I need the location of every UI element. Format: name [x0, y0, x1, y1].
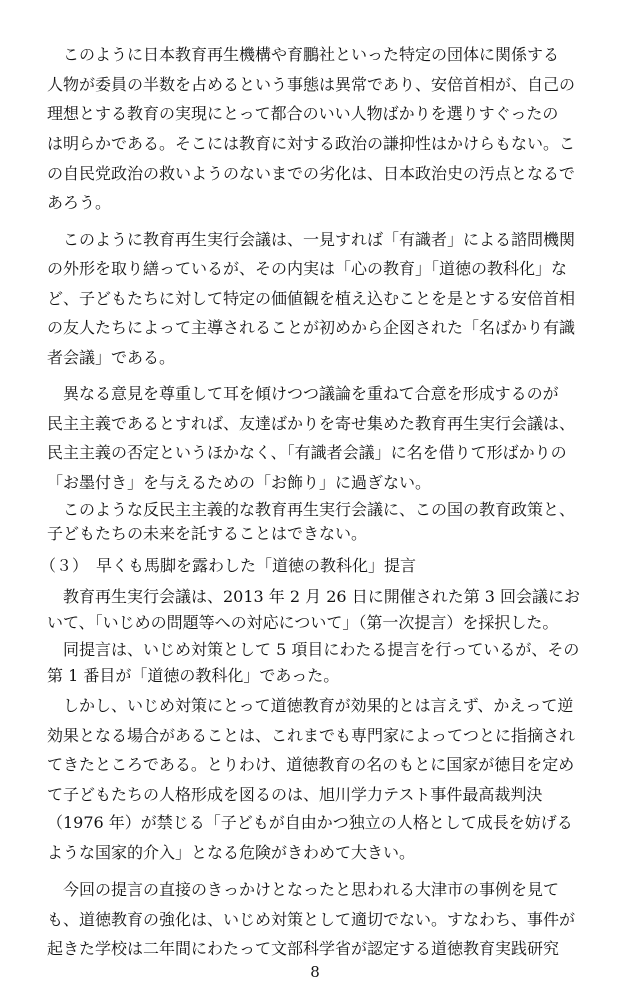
- body-text-line: 教育再生実行会議は、2013 年 2 月 26 日に開催された第 3 回会議にお: [47, 587, 581, 606]
- body-text-line: も、道徳教育の強化は、いじめ対策として適切でない。すなわち、事件が: [47, 910, 576, 929]
- body-text-line: このように日本教育再生機構や育鵬社といった特定の団体に関係する: [47, 45, 560, 64]
- section-heading: （３） 早くも馬脚を露わした「道徳の教科化」提言: [40, 556, 417, 575]
- body-text-line: このような反民主主義的な教育再生実行会議に、この国の教育政策と、: [47, 500, 576, 519]
- body-text-line: 子どもたちの未来を託することはできない。: [47, 524, 368, 543]
- body-text-line: このように教育再生実行会議は、一見すれば「有識者」による諮問機関: [47, 230, 576, 249]
- body-text-line: いて、「いじめの問題等への対応について」（第一次提言）を採択した。: [47, 613, 559, 632]
- body-text-line: 「お墨付き」を与えるための「お飾り」に過ぎない。: [47, 473, 432, 492]
- body-text-line: 理想とする教育の実現にとって都合のいい人物ばかりを選りすぐったの: [47, 104, 559, 123]
- body-text-line: 者会議」である。: [47, 348, 176, 367]
- body-text-line: 人物が委員の半数を占めるという事態は異常であり、安倍首相が、自己の: [47, 75, 576, 94]
- page-number: 8: [310, 963, 320, 981]
- body-text-line: ような国家的介入」となる危険がきわめて大きい。: [47, 843, 416, 862]
- body-text-line: しかし、いじめ対策にとって道徳教育が効果的とは言えず、かえって逆: [47, 696, 574, 715]
- body-text-line: 今回の提言の直接のきっかけとなったと思われる大津市の事例を見て: [47, 880, 560, 899]
- body-text-line: ど、子どもたちに対して特定の価値観を植え込むことを是とする安倍首相: [47, 289, 576, 308]
- body-text-line: は明らかである。そこには教育に対する政治の謙抑性はかけらもない。こ: [47, 134, 576, 153]
- body-text-line: 同提言は、いじめ対策として 5 項目にわたる提言を行っているが、その: [47, 640, 580, 659]
- body-text-line: てきたところである。とりわけ、道徳教育の名のもとに国家が徳目を定め: [47, 755, 575, 774]
- body-text-line: の外形を取り繕っているが、その内実は「心の教育」「道徳の教科化」な: [47, 259, 568, 278]
- body-text-line: 民主主義であるとすれば、友達ばかりを寄せ集めた教育再生実行会議は、: [47, 414, 576, 433]
- body-text-line: て子どもたちの人格形成を図るのは、旭川学力テスト事件最高裁判決: [47, 785, 543, 804]
- body-text-line: （1976 年）が禁じる「子どもが自由かつ独立の人格として成長を妨げる: [47, 813, 573, 832]
- body-text-line: の自民党政治の救いようのないまでの劣化は、日本政治史の汚点となるで: [47, 164, 575, 183]
- body-text-line: 起きた学校は二年間にわたって文部科学省が認定する道徳教育実践研究: [47, 939, 560, 958]
- body-text-line: 第 1 番目が「道徳の教科化」であった。: [47, 666, 340, 685]
- body-text-line: 異なる意見を尊重して耳を傾けつつ議論を重ねて合意を形成するのが: [47, 384, 559, 403]
- body-text-line: 民主主義の否定というほかなく、「有識者会議」に名を借りて形ばかりの: [47, 443, 567, 462]
- body-text-line: あろう。: [47, 193, 112, 212]
- body-text-line: 効果となる場合があることは、これまでも専門家によってつとに指摘され: [47, 726, 576, 745]
- body-text-line: の友人たちによって主導されることが初めから企図された「名ばかり有識: [47, 318, 576, 337]
